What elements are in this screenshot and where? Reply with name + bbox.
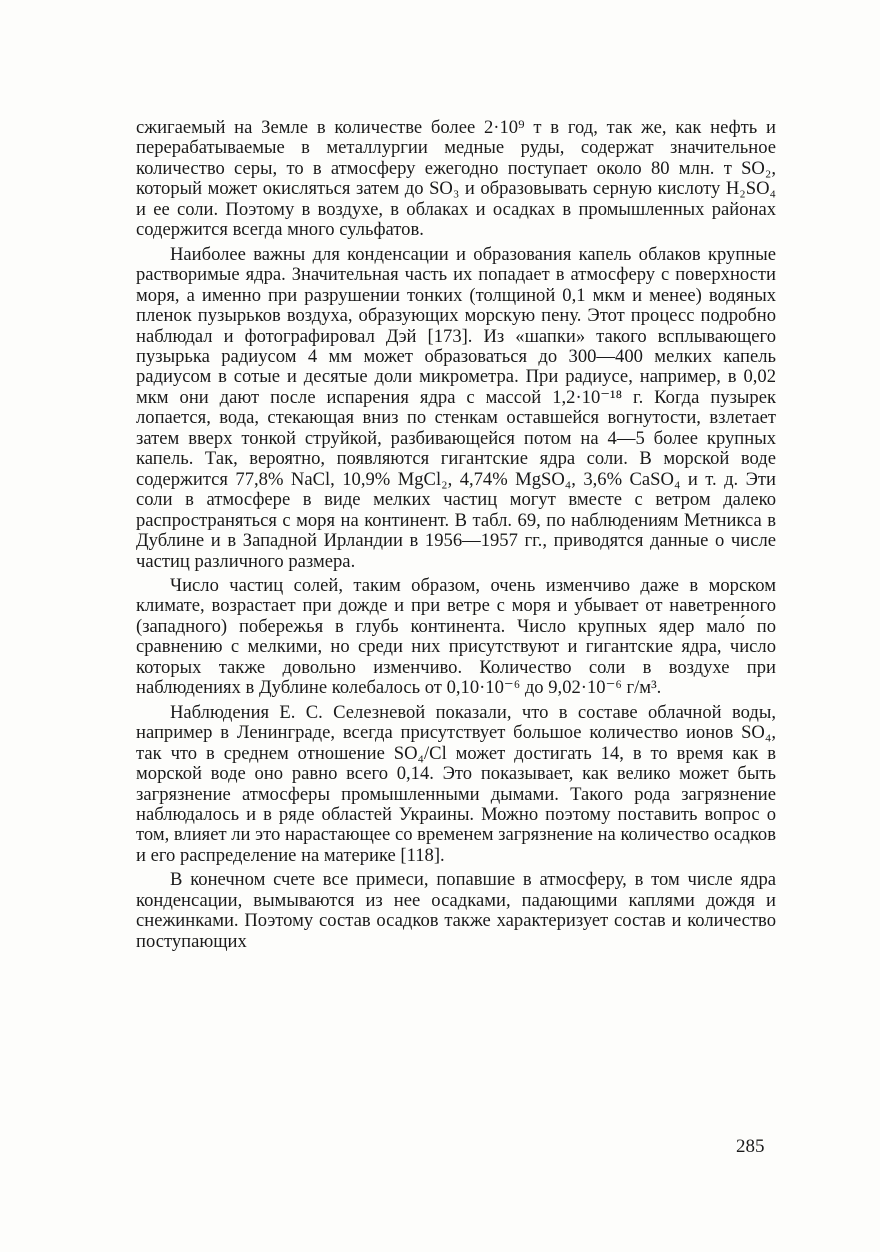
paragraph-1: сжигаемый на Земле в количестве более 2·10⁹ т в год, так же, как нефть и перерабатываемые в металлургии медные руды, содержат значительное количество серы, то в атмосферу ежегодно поступает около 80 млн. т SO₂, который может окисляться затем до SO₃ и образовывать серную кислоту H₂SO₄ и ее соли. Поэтому в воздухе, в облаках и осадках в промышленных районах содержится всегда много сульфатов. [136, 117, 776, 241]
text-column [136, 118, 776, 956]
paragraph-5: В конечном счете все примеси, попавшие в атмосферу, в том числе ядра конденсации, вымываются из нее осадками, падающими каплями дождя и снежинками. Поэтому состав осадков также характеризует состав и количество поступающих [136, 869, 776, 952]
paragraph-4: Наблюдения Е. С. Селезневой показали, что в составе облачной воды, например в Ленинграде, всегда присутствует большое количество ионов SO₄, так что в среднем отношение SO₄/Cl может достигать 14, в то время как в морской воде оно равно всего 0,14. Это показывает, как велико может быть загрязнение атмосферы промышленными дымами. Такого рода загрязнение наблюдалось и в ряде областей Украины. Можно поэтому поставить вопрос о том, влияет ли это нарастающее со временем загрязнение на количество осадков и его распределение на материке [118]. [136, 701, 776, 866]
page-number: 285 [736, 1136, 765, 1157]
paragraph-2: Наиболее важны для конденсации и образования капель облаков крупные растворимые ядра. Значительная часть их попадает в атмосферу с поверхности моря, а именно при разрушении тонких (толщиной 0,1 мкм и менее) водяных пленок пузырьков воздуха, образующих морскую пену. Этот процесс подробно наблюдал и фотографировал Дэй [173]. Из «шапки» такого всплывающего пузырька радиусом 4 мм может образоваться до 300—400 мелких капель радиусом в сотые и десятые доли микрометра. При радиусе, например, в 0,02 мкм они дают после испарения ядра с массой 1,2·10⁻¹⁸ г. Когда пузырек лопается, вода, стекающая вниз по стенкам оставшейся вогнутости, взлетает затем вверх тонкой струйкой, разбивающейся потом на 4—5 более крупных капель. Так, вероятно, появляются гигантские ядра соли. В морской воде содержится 77,8% NaCl, 10,9% MgCl₂, 4,74% MgSO₄, 3,6% CaSO₄ и т. д. Эти соли в атмосфере в виде мелких частиц могут вместе с ветром далеко распространяться с моря на континент. В табл. 69, по наблюдениям Метникса в Дублине и в Западной Ирландии в 1956—1957 гг., приводятся данные о числе частиц различного размера. [136, 243, 776, 572]
paragraph-3: Число частиц солей, таким образом, очень изменчиво даже в морском климате, возрастает при дожде и при ветре с моря и убывает от наветренного (западного) побережья в глубь континента. Число крупных ядер мало́ по сравнению с мелкими, но среди них присутствуют и гигантские ядра, число которых также довольно изменчиво. Количество соли в воздухе при наблюдениях в Дублине колебалось от 0,10·10⁻⁶ до 9,02·10⁻⁶ г/м³. [136, 574, 776, 699]
